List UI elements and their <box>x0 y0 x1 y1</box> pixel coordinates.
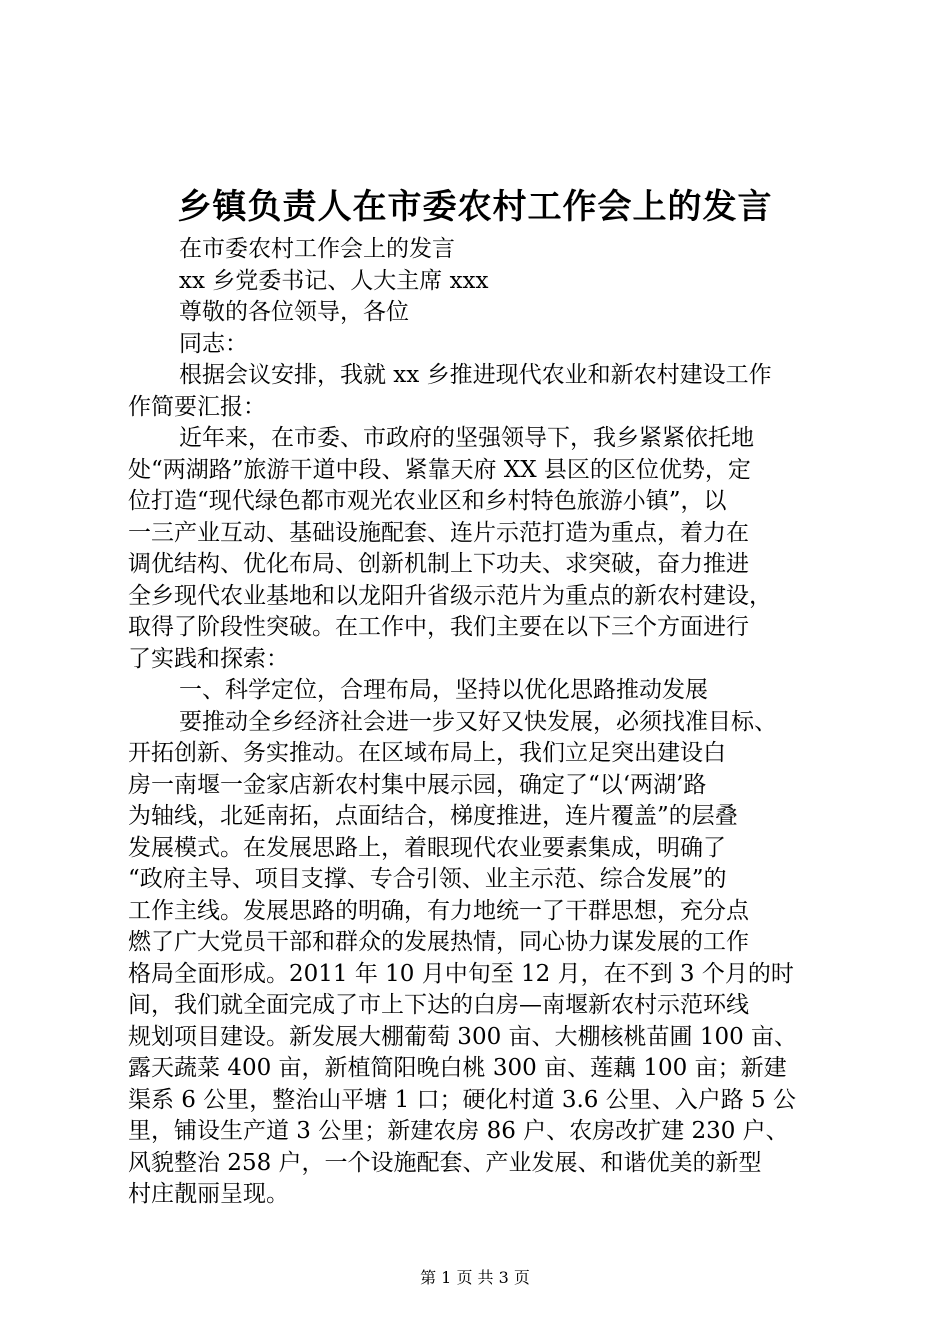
text-line: 近年来，在市委、市政府的坚强领导下，我乡紧紧依托地 <box>179 425 754 451</box>
text-line: 露天蔬菜 400 亩，新植简阳晚白桃 300 亩、莲藕 100 亩；新建 <box>128 1055 787 1081</box>
text-line: 了实践和探索： <box>128 645 289 672</box>
text-line: 发展模式。在发展思路上，着眼现代农业要素集成，明确了 <box>128 834 726 861</box>
text-line: 全乡现代农业基地和以龙阳升省级示范片为重点的新农村建设， <box>128 582 772 609</box>
page-footer: 第 1 页 共 3 页 <box>420 1268 530 1287</box>
text-line: 规划项目建设。新发展大棚葡萄 300 亩、大棚核桃苗圃 100 亩、 <box>128 1023 798 1050</box>
text-line: 房一南堰一金家店新农村集中展示园，确定了“以‘两湖’路 <box>128 771 707 798</box>
text-line: 位打造“现代绿色都市观光农业区和乡村特色旅游小镇”，以 <box>128 488 727 514</box>
text-line: 作简要汇报： <box>128 393 266 420</box>
text-line: 里，铺设生产道 3 公里；新建农房 86 户、农房改扩建 230 户、 <box>128 1118 789 1144</box>
text-line: 为轴线，北延南拓，点面结合，梯度推进，连片覆盖”的层叠 <box>128 803 738 829</box>
text-line: 处“两湖路”旅游干道中段、紧靠天府 XX 县区的区位优势，定 <box>128 456 751 483</box>
text-line: 在市委农村工作会上的发言 <box>179 236 455 262</box>
text-line: 间，我们就全面完成了市上下达的白房—南堰新农村示范环线 <box>128 992 749 1018</box>
text-line: 调优结构、优化布局、创新机制上下功夫、求突破，奋力推进 <box>128 551 749 577</box>
text-line: 尊敬的各位领导，各位 <box>179 299 409 325</box>
document-body <box>128 234 848 1211</box>
text-line: 一、科学定位，合理布局，坚持以优化思路推动发展 <box>179 677 708 703</box>
text-line: 取得了阶段性突破。在工作中，我们主要在以下三个方面进行 <box>128 614 749 640</box>
text-line: 要推动全乡经济社会进一步又好又快发展，必须找准目标、 <box>179 708 777 735</box>
text-line: 一三产业互动、基础设施配套、连片示范打造为重点，着力在 <box>128 519 749 546</box>
text-line: 根据会议安排，我就 xx 乡推进现代农业和新农村建设工作 <box>179 362 772 388</box>
text-line: 工作主线。发展思路的明确，有力地统一了干群思想，充分点 <box>128 897 749 924</box>
document-title: 乡镇负责人在市委农村工作会上的发言 <box>177 187 773 227</box>
text-line: 燃了广大党员干部和群众的发展热情，同心协力谋发展的工作 <box>128 929 749 955</box>
text-line: xx 乡党委书记、人大主席 xxx <box>179 267 489 294</box>
text-line: 格局全面形成。2011 年 10 月中旬至 12 月，在不到 3 个月的时 <box>128 960 794 987</box>
text-line: 渠系 6 公里，整治山平塘 1 口；硬化村道 3.6 公里、入户路 5 公 <box>128 1086 796 1113</box>
text-line: 同志： <box>179 330 248 357</box>
text-line: 风貌整治 258 户，一个设施配套、产业发展、和谐优美的新型 <box>128 1149 762 1176</box>
text-line: “政府主导、项目支撑、专合引领、业主示范、综合发展”的 <box>128 866 727 892</box>
text-line: 村庄靓丽呈现。 <box>128 1181 289 1207</box>
text-line: 开拓创新、务实推动。在区域布局上，我们立足突出建设白 <box>128 740 726 766</box>
